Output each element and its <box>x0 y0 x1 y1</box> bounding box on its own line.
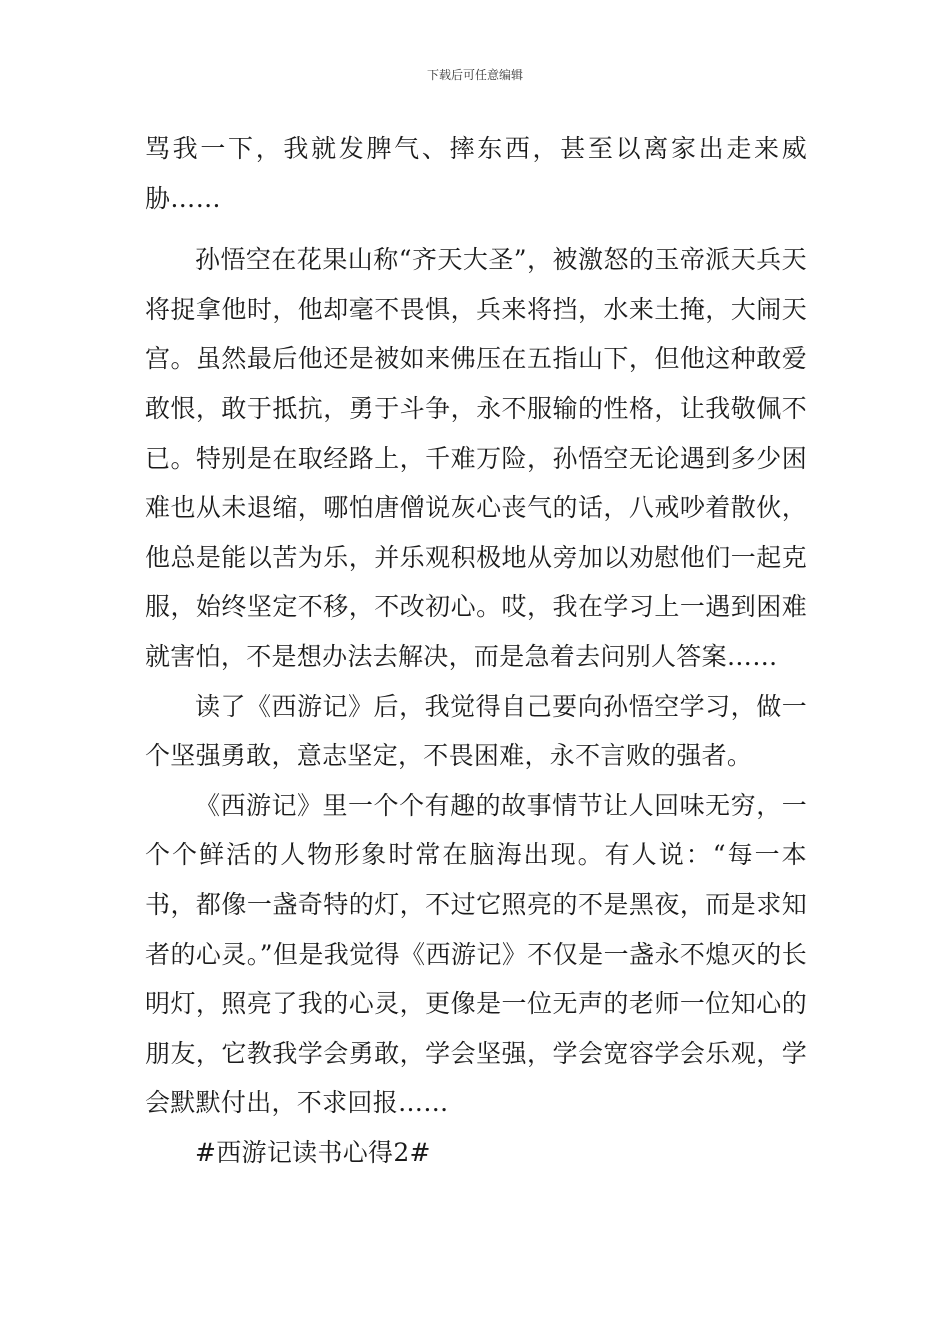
paragraph-2: 孙悟空在花果山称“齐天大圣”，被激怒的玉帝派天兵天将捉拿他时，他却毫不畏惧，兵来将挡，水来土掩，大闹天宫。虽然最后他还是被如来佛压在五指山下，但他这种敢爱敢恨，敢于抵抗，勇于斗争，永不服输的性格，让我敬佩不已。特别是在取经路上，千难万险，孙悟空无论遇到多少困难也从未退缩，哪怕唐僧说灰心丧气的话，八戒吵着散伙，他总是能以苦为乐，并乐观积极地从旁加以劝慰他们一起克服，始终坚定不移，不改初心。哎，我在学习上一遇到困难就害怕，不是想办法去解决，而是急着去问别人答案…… <box>145 245 807 671</box>
page-header: 下载后可任意编辑 <box>426 68 523 82</box>
section-heading: #西游记读书心得2# <box>195 1137 431 1167</box>
paragraph-3: 读了《西游记》后，我觉得自己要向孙悟空学习，做一个坚强勇敢，意志坚定，不畏困难，永不言败的强者。 <box>145 691 807 771</box>
paragraph-4: 《西游记》里一个个有趣的故事情节让人回味无穷，一个个鲜活的人物形象时常在脑海出现。有人说：“每一本书，都像一盏奇特的灯，不过它照亮的不是黑夜，而是求知者的心灵。”但是我觉得《西游记》不仅是一盏永不熄灭的长明灯，照亮了我的心灵，更像是一位无声的老师一位知心的朋友，它教我学会勇敢，学会坚强，学会宽容学会乐观，学会默默付出，不求回报…… <box>145 790 807 1118</box>
document-body <box>145 124 807 1177</box>
paragraph-1: 骂我一下，我就发脾气、摔东西，甚至以离家出走来威胁…… <box>145 134 807 213</box>
